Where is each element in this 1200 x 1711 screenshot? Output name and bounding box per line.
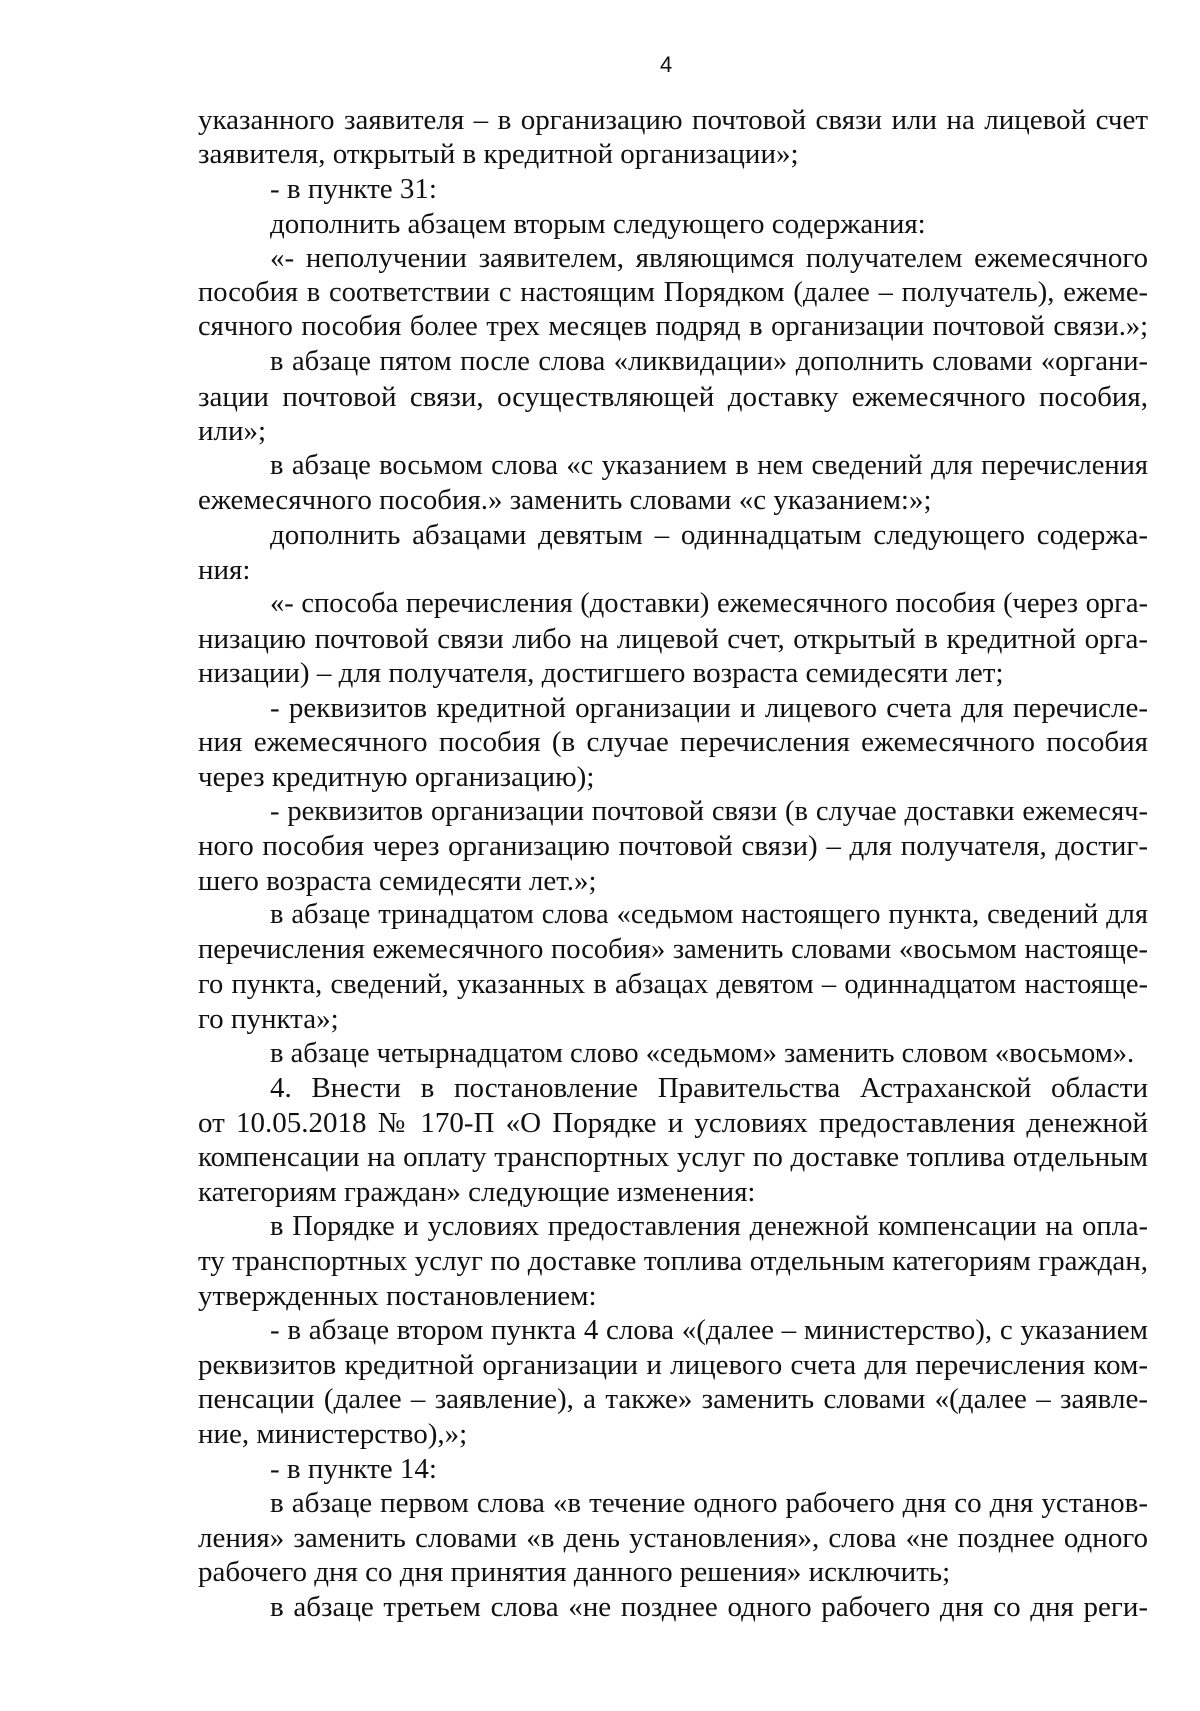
- text-line: «- способа перечисления (доставки) ежемесячного пособия (через орга-: [270, 588, 1148, 619]
- text-line: ту транспортных услуг по доставке топлива отдельным категориям граждан,: [198, 1245, 1148, 1277]
- text-line: реквизитов кредитной организации и лицевого счета для перечисления ком-: [198, 1349, 1148, 1381]
- text-line: в абзаце пятом после слова «ликвидации» дополнить словами «органи-: [270, 346, 1148, 377]
- text-line: через кредитную организацию);: [198, 761, 595, 793]
- text-line: ния ежемесячного пособия (в случае перечисления ежемесячного пособия: [198, 726, 1148, 758]
- text-line: или»;: [198, 415, 267, 447]
- text-line: заявителя, открытый в кредитной организации»;: [198, 138, 799, 170]
- text-line: ния:: [198, 554, 251, 586]
- text-line: в абзаце первом слова «в течение одного рабочего дня со дня установ-: [270, 1487, 1148, 1519]
- text-line: в абзаце тринадцатом слова «седьмом настоящего пункта, сведений для: [270, 899, 1148, 930]
- text-line: сячного пособия более трех месяцев подряд в организации почтовой связи.»;: [198, 311, 1148, 342]
- text-line: низацию почтовой связи либо на лицевой счет, открытый в кредитной орга-: [198, 623, 1148, 655]
- text-line: в абзаце восьмом слова «с указанием в нем сведений для перечисления: [270, 450, 1148, 481]
- text-line: - в пункте 31:: [270, 173, 437, 205]
- text-line: в Порядке и условиях предоставления денежной компенсации на опла-: [270, 1211, 1148, 1242]
- text-line: зации почтовой связи, осуществляющей доставку ежемесячного пособия,: [198, 381, 1148, 413]
- text-line: перечисления ежемесячного пособия» заменить словами «восьмом настояще-: [198, 934, 1148, 965]
- text-line: ного пособия через организацию почтовой связи) – для получателя, достиг-: [198, 830, 1148, 862]
- text-line: ления» заменить словами «в день установления», слова «не позднее одного: [198, 1522, 1148, 1554]
- text-line: шего возраста семидесяти лет.»;: [198, 865, 597, 897]
- page-number: 4: [660, 52, 673, 77]
- text-line: ние, министерство),»;: [198, 1418, 468, 1450]
- text-line: пособия в соответствии с настоящим Порядком (далее – получатель), ежеме-: [198, 277, 1148, 308]
- text-line: указанного заявителя – в организацию почтовой связи или на лицевой счет: [198, 104, 1148, 136]
- text-line: рабочего дня со дня принятия данного решения» исключить;: [198, 1556, 951, 1588]
- text-line: утвержденных постановлением:: [198, 1280, 597, 1312]
- text-line: в абзаце третьем слова «не позднее одного рабочего дня со дня реги-: [270, 1591, 1148, 1623]
- text-line: ежемесячного пособия.» заменить словами «с указанием:»;: [198, 484, 932, 516]
- text-line: в абзаце четырнадцатом слово «седьмом» заменить словом «восьмом».: [270, 1038, 1135, 1069]
- text-line: от 10.05.2018 № 170-П «О Порядке и условиях предоставления денежной: [198, 1107, 1148, 1139]
- text-line: го пункта»;: [198, 1003, 339, 1035]
- text-line: дополнить абзацем вторым следующего содержания:: [270, 208, 926, 240]
- text-line: го пункта, сведений, указанных в абзацах девятом – одиннадцатом настояще-: [198, 969, 1148, 1000]
- text-line: низации) – для получателя, достигшего возраста семидесяти лет;: [198, 657, 1004, 689]
- text-line: 4. Внести в постановление Правительства Астраханской области: [270, 1072, 1148, 1104]
- text-line: - в пункте 14:: [270, 1453, 437, 1485]
- text-line: - в абзаце втором пункта 4 слова «(далее – министерство), с указанием: [270, 1314, 1148, 1346]
- text-line: дополнить абзацами девятым – одиннадцатым следующего содержа-: [270, 519, 1148, 551]
- text-line: пенсации (далее – заявление), а также» заменить словами «(далее – заявле-: [198, 1383, 1148, 1415]
- text-line: категориям граждан» следующие изменения:: [198, 1176, 756, 1208]
- text-line: - реквизитов кредитной организации и лицевого счета для перечисле-: [270, 692, 1148, 724]
- text-line: компенсации на оплату транспортных услуг по доставке топлива отдельным: [198, 1141, 1148, 1173]
- text-line: - реквизитов организации почтовой связи (в случае доставки ежемесяч-: [270, 796, 1148, 827]
- text-line: «- неполучении заявителем, являющимся получателем ежемесячного: [270, 242, 1148, 274]
